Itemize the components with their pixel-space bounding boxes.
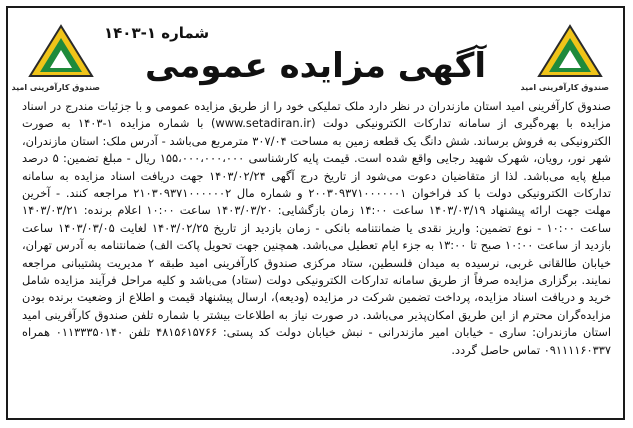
notice-paragraph: صندوق کارآفرینی امید استان مازندران در نظر دارد ملک تملیکی خود را از طریق مزایده عمومی و با جزئیات مندرج در اسناد مزایده با بهره‌گیری از سامانه تدارکات الکترونیکی دولت (www.setadiran.ir) با شماره مزایده ۱-۱۴۰۳ به صورت الکترونیکی به فروش برساند. شش دانگ یک قطعه زمین به مساحت ۳۰۷/۰۴ مترمربع می‌باشد - آدرس ملک: استان مازندران، شهر نور، رویان، شهرک شهید رجایی واقع شده است. قیمت پایه کارشناسی ۱۵۵،۰۰۰،۰۰۰،۰۰۰ ریال - مبلغ تضمین: ۵ درصد مبلغ پایه می‌باشد. لذا از متقاضیان دعوت می‌شود از تاریخ درج آگهی ۱۴۰۳/۰۲/۲۴ جهت دریافت اسناد مزایده به سامانه تدارکات الکترونیکی دولت با کد فراخوان ۲۰۰۳۰۹۳۷۱۰۰۰۰۰۰۱ و شماره مال ۲۱۰۳۰۹۳۷۱۰۰۰۰۰۰۲ مراجعه کنند. - آخرین مهلت جهت ارائه پیشنهاد ۱۴۰۳/۰۳/۱۹ ساعت ۱۴:۰۰ زمان بازگشایی: ۱۴۰۳/۰۳/۲۰ ساعت ۱۰:۰۰ اعلام برنده: ۱۴۰۳/۰۳/۲۱ ساعت ۱۰:۰۰ - نوع تضمین: واریز نقدی یا ضمانتنامه بانکی - زمان بازدید از تاریخ ۱۴۰۳/۰۲/۲۵ لغایت ۱۴۰۳/۰۳/۰۵ ساعت بازدید از ساعت ۱۰:۰۰ صبح تا ۱۳:۰۰ به جزء ایام تعطیل می‌باشد. همچنین جهت تحویل پاکت الف) ضمانتنامه به آدرس تهران، خیابان طالقانی غربی، نرسیده به میدان فلسطین، ستاد مرکزی صندوق کارآفرینی امید طبقه ۲ مدیریت پشتیبانی مراجعه نمایند. برگزاری مزایده صرفاً از طریق سامانه تدارکات الکترونیکی دولت (ستاد) می‌باشد و کلیه مراحل فرآیند مزایده شامل خرید و دریافت اسناد مزایده، پرداخت تضمین شرکت در مزایده (ودیعه)، ارسال پیشنهاد قیمت و اطلاع از وضعیت برنده بودن مزایده‌گران محترم از این طریق امکان‌پذیر می‌باشد. در صورت نیاز به اطلاعات بیشتر با شماره تلفن صندوق کارآفرینی امید استان مازندران: ساری - خیابان امیر مازندرانی - نبش خیابان دولت کد پستی: ۴۸۱۵۶۱۵۷۶۶ تلفن ۰۱۱۳۳۳۵۰۱۴۰ همراه ۰۹۱۱۱۱۶۰۳۳۷ تماس حاصل گردد.	[22, 99, 612, 357]
notice-body	[22, 98, 611, 359]
logo-caption: صندوق کارآفرینی امید	[11, 83, 100, 92]
notice-number: شماره ۱-۱۴۰۳	[104, 24, 210, 42]
notice-title: آگهی مزایده عمومی	[144, 46, 487, 86]
notice-frame	[6, 6, 625, 420]
logo-caption: صندوق کارآفرینی امید	[520, 83, 609, 92]
